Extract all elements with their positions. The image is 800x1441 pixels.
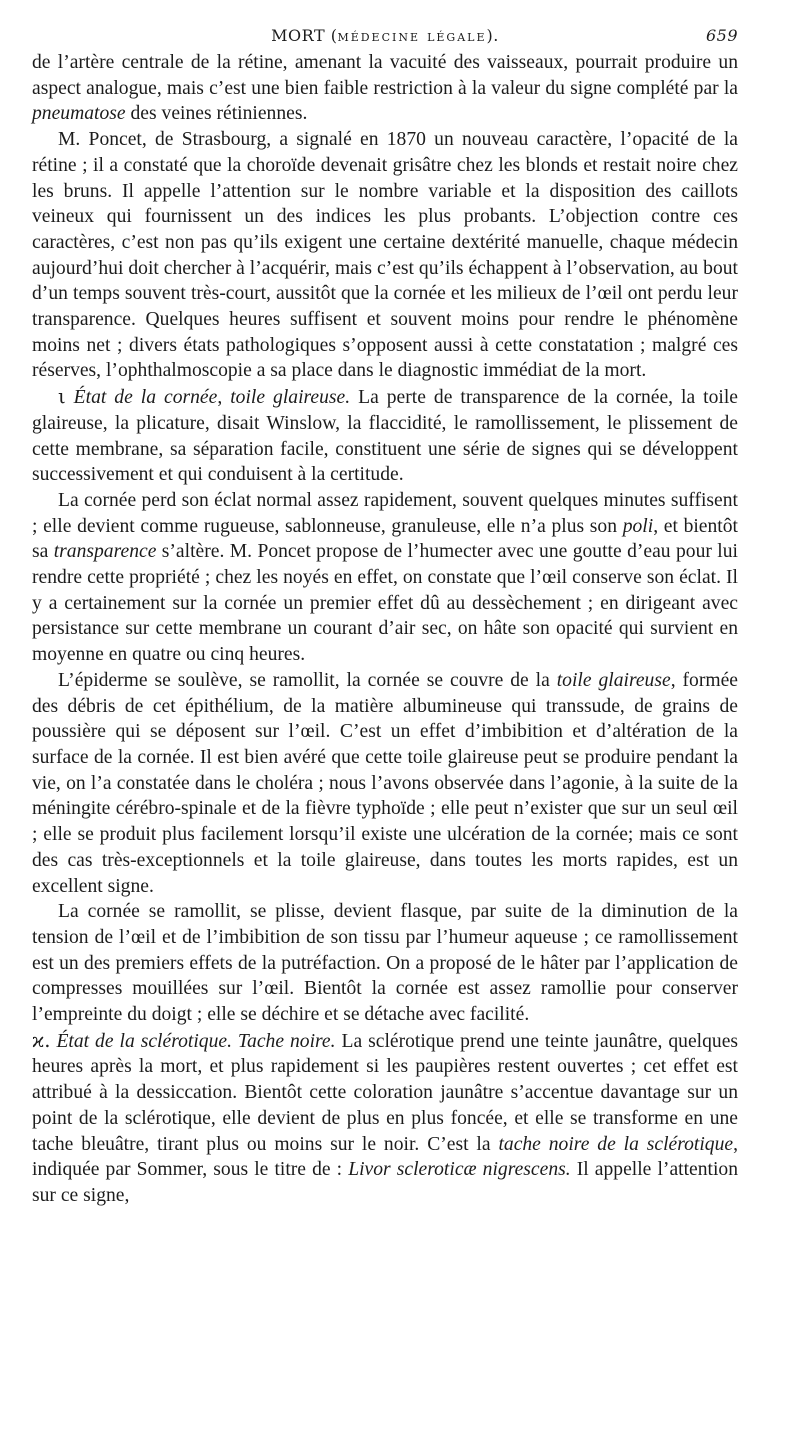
p5-text-b: , formée des débris de cet épithélium, de la matière albumineuse qui transsude, de grains de poussière qui se déposent sur l’œil. C’est un effet d’imbibition et d’altération de la surface de la cornée. Il est bien avéré que cette toile glaireuse peut se produire pendant la vie, on l’a constatée dans le choléra ; nous l’avons observée dans l’agonie, à la suite de la méningite cérébro-spinale et de la fièvre typhoïde ; elle peut n’exister que sur un seul œil ; elle se produit plus facilement lorsqu’il existe une ulcération de la cornée; mais ce sont des cas très-exceptionnels et la toile glaireuse, dans toutes les morts rapides, est un excellent signe. <box>32 669 738 897</box>
p1-text-b: des veines rétiniennes. <box>125 103 308 125</box>
p4-text-a: La cornée perd son éclat normal assez rapidement, souvent quelques minutes suffisent ; elle devient comme rugueuse, sablonneuse, granuleuse, elle n’a plus son <box>32 489 738 537</box>
paragraph-3 <box>32 384 738 488</box>
p7-text-a: La sclérotique prend une teinte jaunâtre, quelques heures après la mort, et plus rapidement si les paupières restent ouvertes ; cet effet est attribué à la dessiccation. Bientôt cette coloration jaunâtre s’accentue davantage sur un point de la sclérotique, elle devient de plus en plus foncée, et elle se transforme en une tache bleuâtre, tirant plus ou moins sur le noir. C’est la <box>32 1030 739 1155</box>
p4-emphasis-1: poli <box>622 515 654 537</box>
paragraph-5 <box>32 668 738 899</box>
p4-text-c: s’altère. M. Poncet propose de l’humecter avec une goutte d’eau pour lui rendre cette propriété ; chez les noyés en effet, on constate que l’œil conserve son éclat. Il y a certainement sur la cornée un premier effet dû au dessèchement ; en dirigeant avec persistance sur cette membrane un courant d’air sec, on hâte son opacité qui survient en moyenne en quatre ou cinq heures. <box>32 541 738 666</box>
body-text <box>32 50 738 1209</box>
running-title <box>32 26 738 45</box>
p3-heading: État de la cornée <box>73 387 218 409</box>
page-number: 659 <box>705 26 738 45</box>
p1-emphasis: pneumatose <box>32 103 126 125</box>
section-marker: ι <box>58 385 66 409</box>
p4-text-b: , et bientôt sa <box>32 515 738 563</box>
paragraph-2 <box>32 127 738 384</box>
p7-text-c: Il appelle l’attention sur ce signe, <box>32 1159 738 1206</box>
section-marker-2: ϰ. <box>32 1028 51 1052</box>
p4-emphasis-2: transparence <box>53 541 157 563</box>
p6-text: La cornée se ramollit, se plisse, devient flasque, par suite de la diminution de la tension de l’œil et de l’imbibition de son tissu par l’humeur aqueuse ; ce ramollissement est un des premiers effets de la putréfaction. On a proposé de le hâter par l’application de compresses mouillées sur l’œil. Bientôt la cornée est assez ramollie pour conserver l’empreinte du doigt ; elle se déchire et se détache avec facilité. <box>32 901 738 1026</box>
p7-text-b: , indiquée par Sommer, sous le titre de : <box>32 1133 738 1181</box>
paragraph-6 <box>32 899 738 1028</box>
running-title-main: MORT <box>271 26 326 45</box>
p7-heading: État de la sclérotique. Tache noire. <box>56 1030 336 1052</box>
p3-text: La perte de transparence de la cornée, la toile glaireuse, la plicature, disait Winslow, la flaccidité, le ramollissement, le plissement de cette membrane, sa séparation facile, constituent une série de signes qui se développent successivement et qui conduisent à la certitude. <box>32 387 738 486</box>
p7-emphasis-1: tache noire de la sclérotique <box>498 1133 734 1155</box>
p3-sep: , <box>217 387 231 409</box>
book-page <box>32 26 738 1209</box>
running-header <box>32 26 738 50</box>
p3-heading-2: toile glaireuse. <box>230 387 351 409</box>
running-title-paren-open: ( <box>325 26 338 45</box>
running-title-paren-close: ). <box>486 26 499 45</box>
paragraph-1 <box>32 50 738 127</box>
p5-text-a: L’épiderme se soulève, se ramollit, la cornée se couvre de la <box>58 669 557 691</box>
p5-emphasis: toile glaireuse <box>556 669 671 691</box>
paragraph-4 <box>32 488 738 668</box>
paragraph-7 <box>32 1028 738 1209</box>
running-title-subtitle: médecine légale <box>337 26 487 45</box>
p7-emphasis-2: Livor scleroticæ nigrescens. <box>348 1159 571 1181</box>
p2-text: M. Poncet, de Strasbourg, a signalé en 1870 un nouveau caractère, l’opacité de la rétine ; il a constaté que la choroïde devenait grisâtre chez les blonds et restait noire chez les bruns. Il appelle l’attention sur le nombre variable et la disposition des caillots veineux qui fournissent un des indices les plus probants. L’objection contre ces caractères, c’est non pas qu’ils exigent une certaine dextérité manuelle, chaque médecin aujourd’hui doit chercher à l’acquérir, mais c’est qu’ils échappent à l’observation, au bout d’un temps souvent très-court, aussitôt que la cornée et les milieux de l’œil ont perdu leur transparence. Quelques heures suffisent et souvent moins pour rendre le phénomène moins net ; divers états pathologiques s’opposent aussi à cette constatation ; malgré ces réserves, l’ophthalmoscopie a sa place dans le diagnostic immédiat de la mort. <box>32 129 738 382</box>
p1-text-a: de l’artère centrale de la rétine, amenant la vacuité des vaisseaux, pourrait produire un aspect analogue, mais c’est une bien faible restriction à la valeur du signe complété par la <box>32 52 738 99</box>
